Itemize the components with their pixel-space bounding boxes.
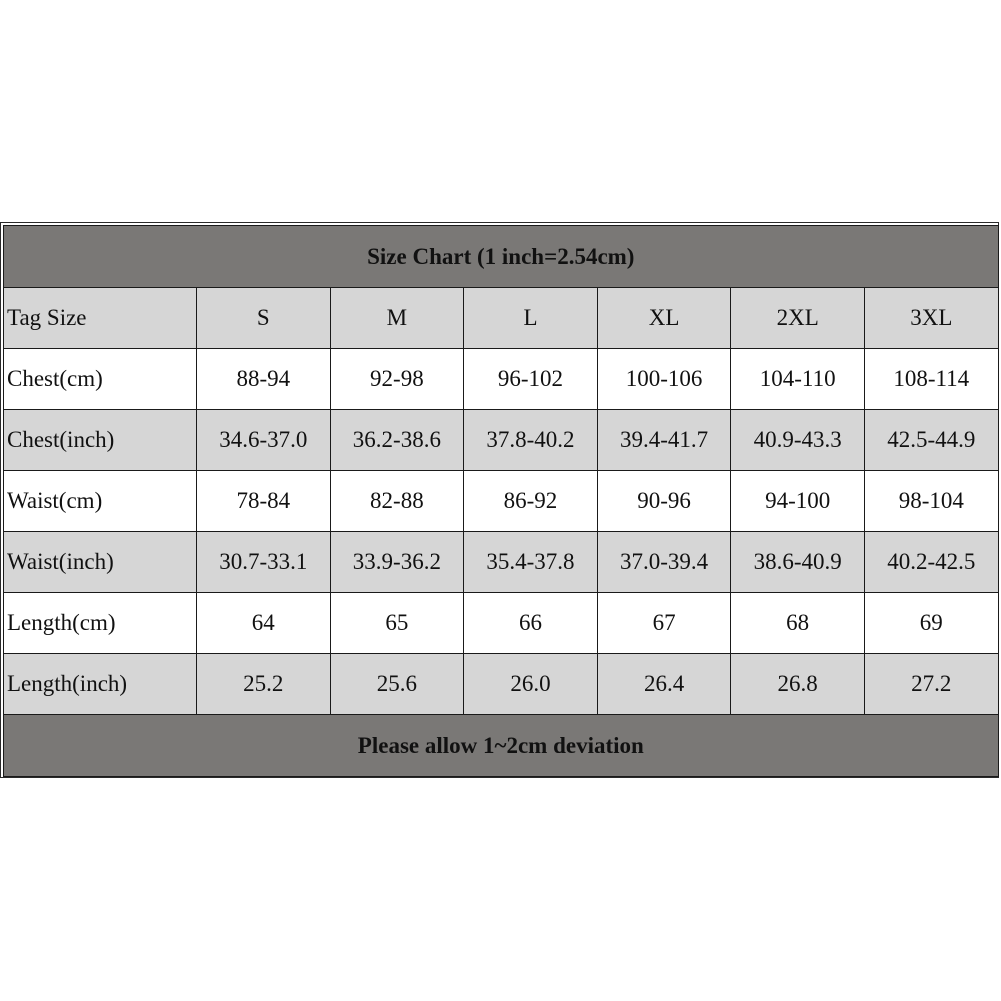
table-cell: 35.4-37.8: [464, 532, 598, 593]
table-cell: 104-110: [731, 349, 865, 410]
table-cell: 69: [864, 593, 998, 654]
table-cell: 78-84: [197, 471, 331, 532]
title-row: [4, 226, 999, 288]
table-row: [4, 532, 999, 593]
deviation-note: Please allow 1~2cm deviation: [4, 715, 999, 777]
table-cell: 82-88: [330, 471, 464, 532]
table-cell: 40.9-43.3: [731, 410, 865, 471]
header-size-xl: XL: [597, 288, 731, 349]
table-cell: 34.6-37.0: [197, 410, 331, 471]
table-cell: 30.7-33.1: [197, 532, 331, 593]
header-size-2xl: 2XL: [731, 288, 865, 349]
size-chart: [0, 222, 999, 778]
table-cell: 94-100: [731, 471, 865, 532]
row-label: Waist(cm): [4, 471, 197, 532]
table-cell: 42.5-44.9: [864, 410, 998, 471]
size-chart-table: [3, 225, 999, 777]
table-cell: 25.2: [197, 654, 331, 715]
table-cell: 37.0-39.4: [597, 532, 731, 593]
table-cell: 88-94: [197, 349, 331, 410]
row-label: Chest(cm): [4, 349, 197, 410]
footer-row: [4, 715, 999, 777]
header-size-m: M: [330, 288, 464, 349]
table-row: [4, 593, 999, 654]
table-cell: 36.2-38.6: [330, 410, 464, 471]
table-cell: 27.2: [864, 654, 998, 715]
chart-title: Size Chart (1 inch=2.54cm): [4, 226, 999, 288]
table-cell: 92-98: [330, 349, 464, 410]
table-row: [4, 349, 999, 410]
row-label: Waist(inch): [4, 532, 197, 593]
table-cell: 98-104: [864, 471, 998, 532]
header-label: Tag Size: [4, 288, 197, 349]
row-label: Length(cm): [4, 593, 197, 654]
header-size-s: S: [197, 288, 331, 349]
row-label: Chest(inch): [4, 410, 197, 471]
table-cell: 37.8-40.2: [464, 410, 598, 471]
table-row: [4, 471, 999, 532]
table-cell: 26.4: [597, 654, 731, 715]
row-label: Length(inch): [4, 654, 197, 715]
table-cell: 66: [464, 593, 598, 654]
table-row: [4, 654, 999, 715]
table-cell: 65: [330, 593, 464, 654]
table-cell: 64: [197, 593, 331, 654]
header-row: [4, 288, 999, 349]
table-cell: 108-114: [864, 349, 998, 410]
table-cell: 33.9-36.2: [330, 532, 464, 593]
table-cell: 39.4-41.7: [597, 410, 731, 471]
table-cell: 26.8: [731, 654, 865, 715]
table-cell: 96-102: [464, 349, 598, 410]
table-cell: 67: [597, 593, 731, 654]
header-size-l: L: [464, 288, 598, 349]
table-cell: 100-106: [597, 349, 731, 410]
table-cell: 68: [731, 593, 865, 654]
table-cell: 25.6: [330, 654, 464, 715]
header-size-3xl: 3XL: [864, 288, 998, 349]
table-cell: 38.6-40.9: [731, 532, 865, 593]
table-cell: 40.2-42.5: [864, 532, 998, 593]
table-cell: 90-96: [597, 471, 731, 532]
table-cell: 86-92: [464, 471, 598, 532]
table-cell: 26.0: [464, 654, 598, 715]
table-row: [4, 410, 999, 471]
